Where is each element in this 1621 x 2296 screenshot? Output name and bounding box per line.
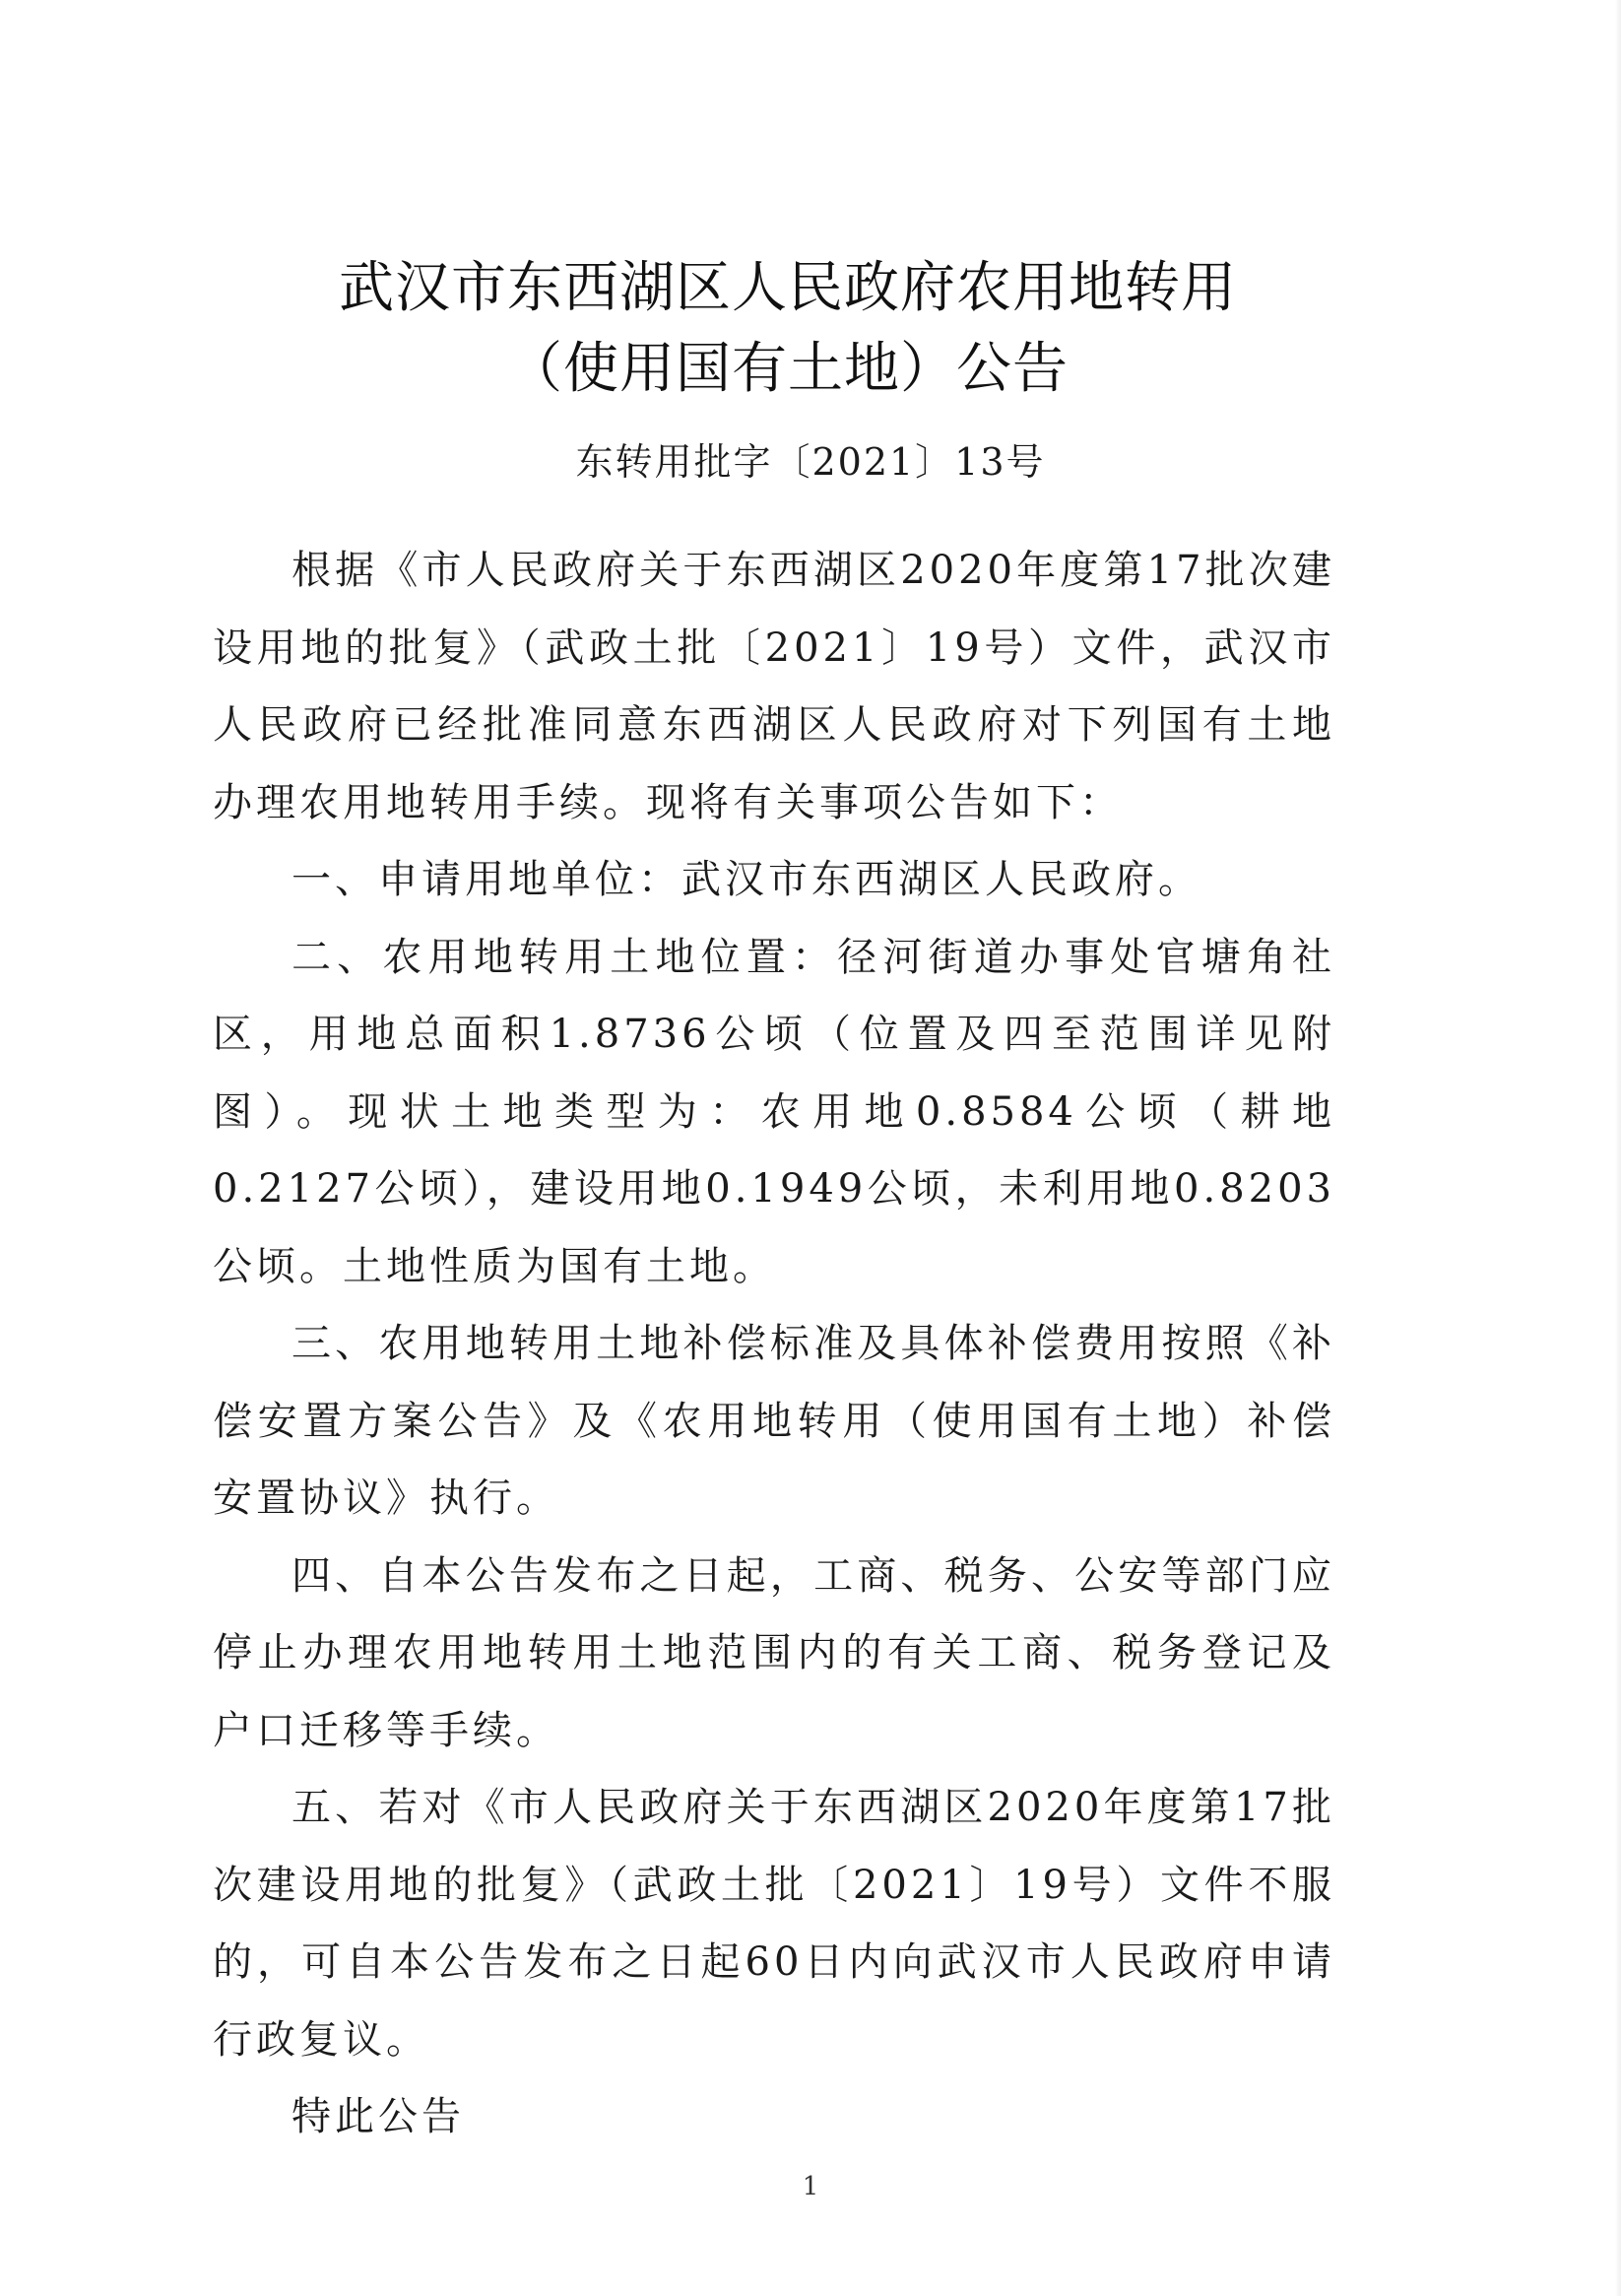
paragraph-item-5: 五、若对《市人民政府关于东西湖区2020年度第17批次建设用地的批复》（武政土批〔2021〕19号）文件不服的，可自本公告发布之日起60日内向武汉市人民政府申请行政复议。 <box>213 1785 1335 2063</box>
document-number: 东转用批字〔2021〕13号 <box>575 440 1046 484</box>
paragraph-item-3: 三、农用地转用土地补偿标准及具体补偿费用按照《补偿安置方案公告》及《农用地转用（使用国有土地）补偿安置协议》执行。 <box>213 1321 1335 1521</box>
paragraph-item-4: 四、自本公告发布之日起，工商、税务、公安等部门应停止办理农用地转用土地范围内的有关工商、税务登记及户口迁移等手续。 <box>213 1552 1335 1753</box>
document-body <box>213 532 1335 2156</box>
page-number: 1 <box>802 2172 819 2201</box>
paragraph-item-1: 一、申请用地单位：武汉市东西湖区人民政府。 <box>292 857 1201 902</box>
document-title-line-1: 武汉市东西湖区人民政府农用地转用 <box>339 256 1237 320</box>
paragraph-closing: 特此公告 <box>292 2094 465 2139</box>
paragraph-intro: 根据《市人民政府关于东西湖区2020年度第17批次建设用地的批复》（武政土批〔2021〕19号）文件，武汉市人民政府已经批准同意东西湖区人民政府对下列国有土地办理农用地转用手续。现将有关事项公告如下： <box>213 548 1335 825</box>
paragraph-item-2: 二、农用地转用土地位置：径河街道办事处官塘角社区，用地总面积1.8736公顷（位置及四至范围详见附图）。现状土地类型为：农用地0.8584公顷（耕地0.2127公顷），建设用地0.1949公顷，未利用地0.8203公顷。土地性质为国有土地。 <box>213 934 1335 1289</box>
document-title-line-2: （使用国有土地）公告 <box>507 337 1069 401</box>
